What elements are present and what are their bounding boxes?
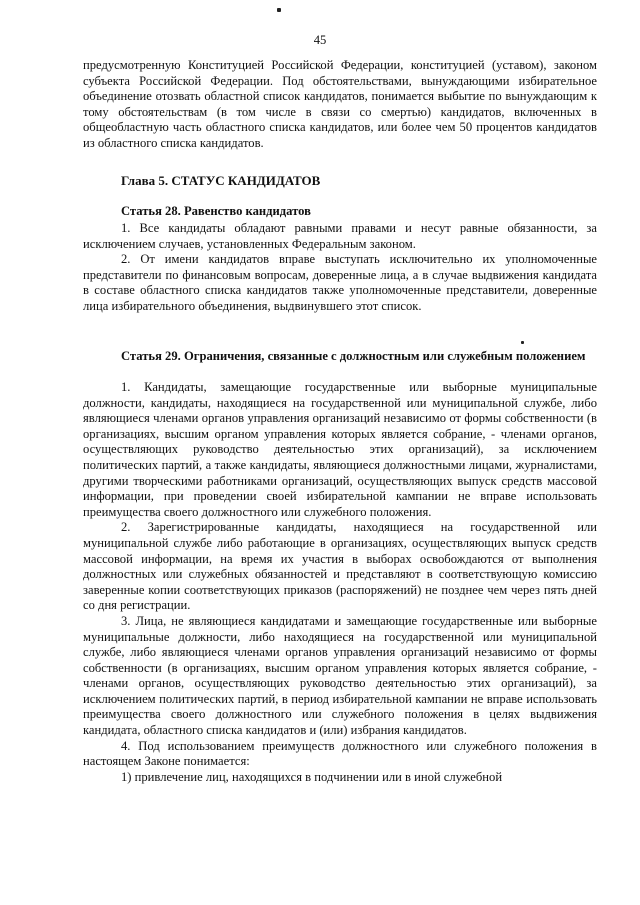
- article-29-title: Статья 29. Ограничения, связанные с должностным или служебным положением: [121, 349, 586, 363]
- scan-speck: [521, 341, 524, 344]
- article-28-title: Статья 28. Равенство кандидатов: [121, 204, 311, 218]
- chapter-title: Глава 5. СТАТУС КАНДИДАТОВ: [121, 173, 321, 188]
- article-28-paragraph-2: 2. От имени кандидатов вправе выступать исключительно их уполномоченные представители по финансовым вопросам, доверенные лица, а в случае выдвижения кандидата в составе областного списка кандидатов также уполномоченные представители, доверенные лица избирательного объединения, выдвинувшего этот список.: [83, 252, 597, 313]
- article-29-body: [83, 380, 597, 785]
- article-29-paragraph-3: 3. Лица, не являющиеся кандидатами и замещающие государственные или выборные муниципальные должности, либо находящиеся на государственной или муниципальной службе, либо являющиеся членами органов управления организаций независимо от формы собственности (в организациях, высшим органом управления которых является собрание, - членами органов, осуществляющих руководство деятельностью этих организаций), за исключением политических партий, в период избирательной кампании не вправе использовать преимущества своего должностного или служебного положения в целях выдвижения кандидата, областного списка кандидатов и (или) избрания кандидатов.: [83, 613, 597, 738]
- page-number: 45: [313, 33, 327, 47]
- article-29-paragraph-5: 1) привлечение лиц, находящихся в подчинении или в иной служебной: [121, 769, 503, 784]
- article-28-body: [83, 221, 597, 315]
- article-29-paragraph-1: 1. Кандидаты, замещающие государственные или выборные муниципальные должности, кандидаты, находящиеся на государственной или муниципальной службе, либо являющиеся членами органов управления организаций независимо от формы собственности (в организациях, высшим органом управления которых является собрание, - членами органов, осуществляющих руководство деятельностью этих организаций), за исключением политических партий, а также кандидаты, являющиеся должностными лицами, журналистами, другими творческими работниками организаций, осуществляющих выпуск средств массовой информации, при проведении своей избирательной кампании не вправе использовать преимущества своего должностного или служебного положения.: [83, 380, 597, 519]
- intro-paragraph: предусмотренную Конституцией Российской Федерации, конституцией (уставом), законом субъекта Российской Федерации. Под обстоятельствами, вынуждающими избирательное объединение отозвать областной список кандидатов, понимается выбытие по вынуждающим к тому обстоятельствам (в том числе в связи со смертью) кандидатов, включенных в общеобластную часть областного списка кандидатов, или более чем 50 процентов кандидатов из областного списка кандидатов.: [83, 58, 597, 150]
- article-29-paragraph-2: 2. Зарегистрированные кандидаты, находящиеся на государственной или муниципальной службе либо работающие в организациях, осуществляющих выпуск средств массовой информации, на время их участия в выборах освобождаются от выполнения должностных или служебных обязанностей и представляют в соответствующую комиссию заверенные копии соответствующих приказов (распоряжений) не позднее чем через пять дней со дня регистрации.: [83, 520, 597, 613]
- scan-speck: [277, 8, 281, 12]
- article-28-paragraph-1: 1. Все кандидаты обладают равными правами и несут равные обязанности, за исключением случаев, установленных Федеральным законом.: [83, 221, 597, 251]
- article-29-paragraph-4: 4. Под использованием преимуществ должностного или служебного положения в настоящем Законе понимается:: [83, 738, 597, 769]
